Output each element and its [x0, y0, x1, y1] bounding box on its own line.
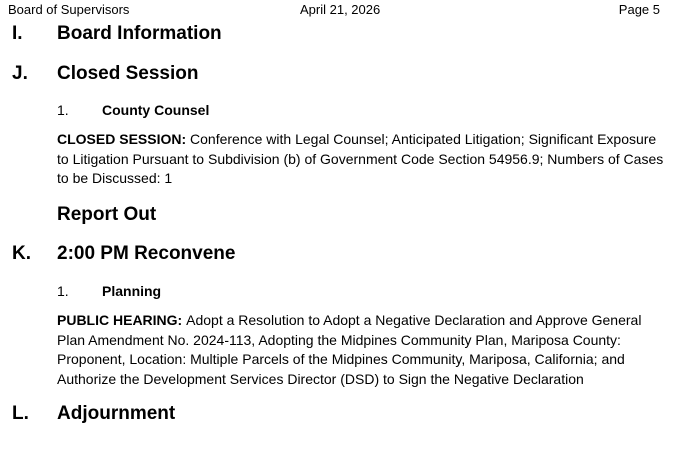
section-title: Adjournment [57, 403, 176, 424]
section-title: Closed Session [57, 63, 199, 84]
item-description-closed-session [57, 130, 669, 189]
section-title: Board Information [57, 23, 222, 44]
item-number: 1. [57, 283, 69, 299]
section-letter: L. [12, 403, 29, 424]
page-header [8, 2, 660, 20]
item-description-lead: CLOSED SESSION: [57, 131, 191, 147]
header-date: April 21, 2026 [300, 2, 381, 17]
report-out-heading: Report Out [57, 204, 157, 225]
section-letter: I. [12, 23, 23, 44]
item-title: Planning [102, 283, 162, 299]
item-description-text: Conference with Legal Counsel; Anticipated Litigation; Significant Exposure to Litigation Pursuant to Subdivision (b) of Government Code Section 54956.9; Numbers of Cases to be Discussed: 1 [57, 131, 664, 186]
header-board-name: Board of Supervisors [8, 2, 130, 17]
item-number: 1. [57, 102, 69, 118]
item-description-public-hearing [57, 311, 669, 389]
item-description-lead: PUBLIC HEARING: [57, 312, 187, 328]
header-page-number: Page 5 [618, 2, 660, 17]
section-title: 2:00 PM Reconvene [57, 243, 236, 264]
item-description-text: Adopt a Resolution to Adopt a Negative Declaration and Approve General Plan Amendment No. 2024-113, Adopting the Midpines Community Plan, Mariposa County: Proponent, Location: Multiple Parcels of the Midpines Community, Mariposa, California; and Authorize the Development Services Director (DSD) to Sign the Negative Declaration [57, 312, 642, 387]
item-title: County Counsel [102, 102, 210, 118]
section-letter: J. [12, 63, 28, 84]
section-letter: K. [12, 243, 31, 264]
